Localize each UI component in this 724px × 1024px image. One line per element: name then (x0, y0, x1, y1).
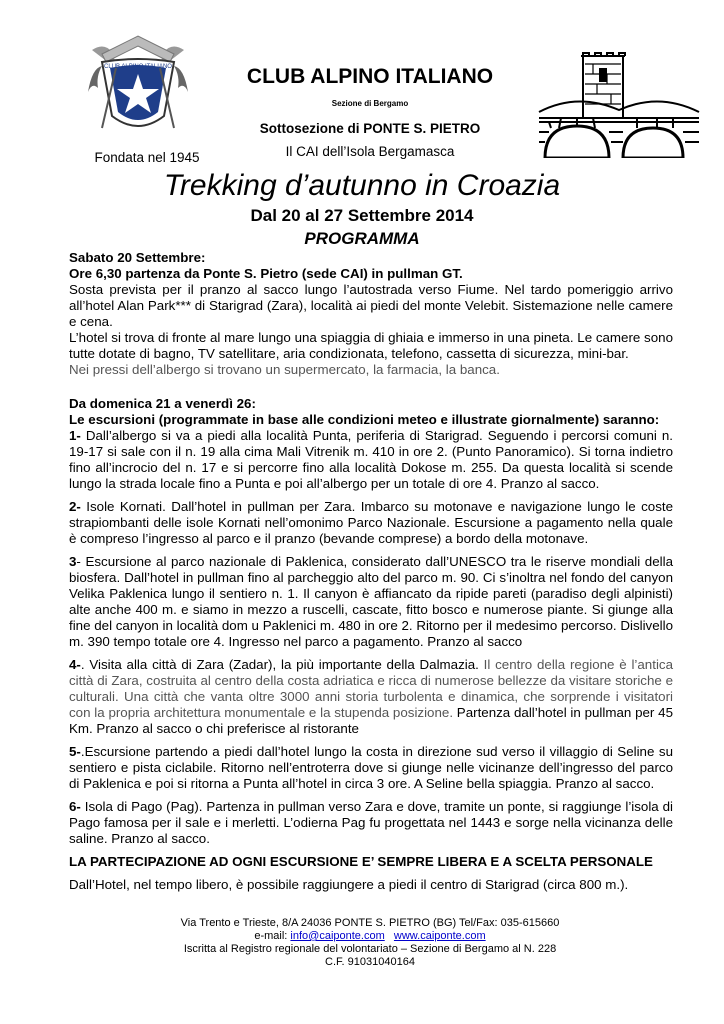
page-title: Trekking d’autunno in Croazia (163, 169, 561, 202)
zara-description: Il centro della regione è l’antica città di Zara, costruita al centro della costa adriatica e ricca di numerose bellezze da visitare storiche e culturali. Una città che vanta oltre 3000 anni storia turbolenta e dinamica, che sorprende i visitatori con la propria architettura monumentale e la stupenda posizione. (69, 657, 673, 720)
free-time-note: Dall’Hotel, nel tempo libero, è possibile raggiungere a piedi il centro di Starigrad (circa 800 m.). (69, 877, 629, 892)
footer-address: Via Trento e Trieste, 8/A 24036 PONTE S. PIETRO (BG) Tel/Fax: 035-615660 (180, 917, 560, 929)
excursion-text: Dall’albergo si va a piedi alla località Punta, periferia di Starigrad. Seguendo i percorsi comuni n. 19-17 si sale con il n. 19 alla cima Mali Vitrenik m. 410 in ore 2. (Punto Panoramico). Si torna indietro fino all’incrocio del n. 17 e si percorre fino alla località Dokose m. 255. Da questa località si scende lungo la strada locale fino a Punta e poi all’albergo per un totale di ore 4. Pranzo al sacco. (69, 428, 673, 491)
club-name: CLUB ALPINO ITALIANO (246, 65, 494, 88)
email-link[interactable]: info@caiponte.com (290, 930, 385, 942)
excursion-5 (69, 744, 673, 792)
program-content (69, 250, 673, 893)
excursion-1 (69, 428, 673, 492)
departure-line: Ore 6,30 partenza da Ponte S. Pietro (sede CAI) in pullman GT. (69, 266, 463, 281)
excursion-text: - Escursione al parco nazionale di Paklenica, considerato dall’UNESCO tra le riserve mondiali della biosfera. Dall’hotel in pullman fino al parcheggio alto del parco m. 90. Ci s’inoltra nel fondo del canyon Velika Paklenica lungo il sentiero n. 1. Il canyon è affiancato da ripide pareti (paradiso degli alpinisti) alte anche 400 m. e siamo in mezzo a ruscelli, cascate, fitto bosco e numerose piante. Si giunge alla fine del canyon in località dom u Paklenici m. 480 in ore 2. Ritorno per il medesimo percorso. Dislivello m. 390 tempo totale ore 4. Ingresso nel parco a pagamento. Pranzo al sacco (69, 554, 673, 649)
excursion-2 (69, 499, 673, 547)
logo-text: CLUB ALPINO ITALIANO (104, 64, 172, 70)
day1-heading: Sabato 20 Settembre: (69, 250, 206, 265)
hotel-paragraph: L’hotel si trova di fronte al mare lungo una spiaggia di ghiaia e immerso in una pineta. Le camere sono tutte dotate di bagno, TV satellitare, aria condizionata, telefono, cassetta di sicurezza, mini-bar. (69, 330, 673, 361)
excursion-6 (69, 799, 673, 847)
subsection-name: Sottosezione di PONTE S. PIETRO (259, 121, 481, 136)
section-name: Sezione di Bergamo (331, 99, 409, 108)
excursion-number: 1- (69, 428, 81, 443)
day1-paragraph: Sosta prevista per il pranzo al sacco lungo l’autostrada verso Fiume. Nel tardo pomeriggio arrivo all’hotel Alan Park*** di Starigrad (Zara), località ai piedi del monte Velebit. Sistemazione nelle camere e cena. (69, 282, 673, 329)
excursion-text: . Visita alla città di Zara (Zadar), la più importante della Dalmazia. (80, 657, 484, 672)
website-link[interactable]: www.caiponte.com (393, 930, 486, 942)
excursion-text: .Escursione partendo a piedi dall’hotel lungo la costa in direzione sud verso il villaggio di Seline su sentiero e pista ciclabile. Ritorno nell’entroterra dove si giunge nelle vicinanze dell’ingresso del parco di Paklenica e poi si ritorna a Punta all’hotel in circa 3 ore. A Seline bella spiaggia. Pranzo al sacco. (69, 744, 673, 791)
hotel-nearby: Nei pressi dell’albergo si trovano un supermercato, la farmacia, la banca. (69, 362, 500, 377)
days-heading: Da domenica 21 a venerdì 26: (69, 396, 256, 411)
tower-bridge-drawing (537, 52, 701, 158)
excursion-number: 5- (69, 744, 81, 759)
excursion-3 (69, 554, 673, 650)
footer-contacts (120, 930, 620, 943)
excursion-number: 4- (69, 657, 81, 672)
excursion-text: Partenza dall’hotel in pullman per 45 Km. Pranzo al sacco o chi preferisce al ristorante (69, 705, 673, 736)
trip-dates: Dal 20 al 27 Settembre 2014 (250, 206, 474, 225)
excursions-intro: Le escursioni (programmate in base alle condizioni meteo e illustrate giornalmente) saranno: (69, 412, 660, 427)
cai-logo (82, 32, 194, 144)
footer-tax-code: C.F. 91031040164 (325, 956, 415, 968)
email-label: e-mail: (254, 930, 291, 942)
participation-notice: LA PARTECIPAZIONE AD OGNI ESCURSIONE E’ SEMPRE LIBERA E A SCELTA PERSONALE (69, 854, 653, 869)
excursion-text: Isole Kornati. Dall’hotel in pullman per Zara. Imbarco su motonave e navigazione lungo le coste strapiombanti delle isole Kornati nell’omonimo Parco Nazionale. Escursione a pagamento nella quale è compreso l’ingresso al parco e il pranzo (bevande comprese) a bordo della motonave. (69, 499, 673, 546)
excursion-number: 3 (69, 554, 77, 569)
program-heading: PROGRAMMA (304, 229, 420, 248)
excursion-text: Isola di Pago (Pag). Partenza in pullman verso Zara e dove, tramite un ponte, si raggiunge l’isola di Pago famosa per il sale e i merletti. L’odierna Pag fu progettata nel 1443 e sorge nella vicinanza delle saline. Pranzo al sacco. (69, 799, 673, 846)
tagline: Il CAI dell’Isola Bergamasca (285, 144, 455, 159)
founded-text: Fondata nel 1945 (94, 150, 200, 165)
excursion-number: 2- (69, 499, 81, 514)
excursion-number: 6- (69, 799, 81, 814)
footer (120, 917, 620, 969)
footer-registry: Iscritta al Registro regionale del volontariato – Sezione di Bergamo al N. 228 (183, 943, 557, 955)
excursion-4 (69, 657, 673, 737)
